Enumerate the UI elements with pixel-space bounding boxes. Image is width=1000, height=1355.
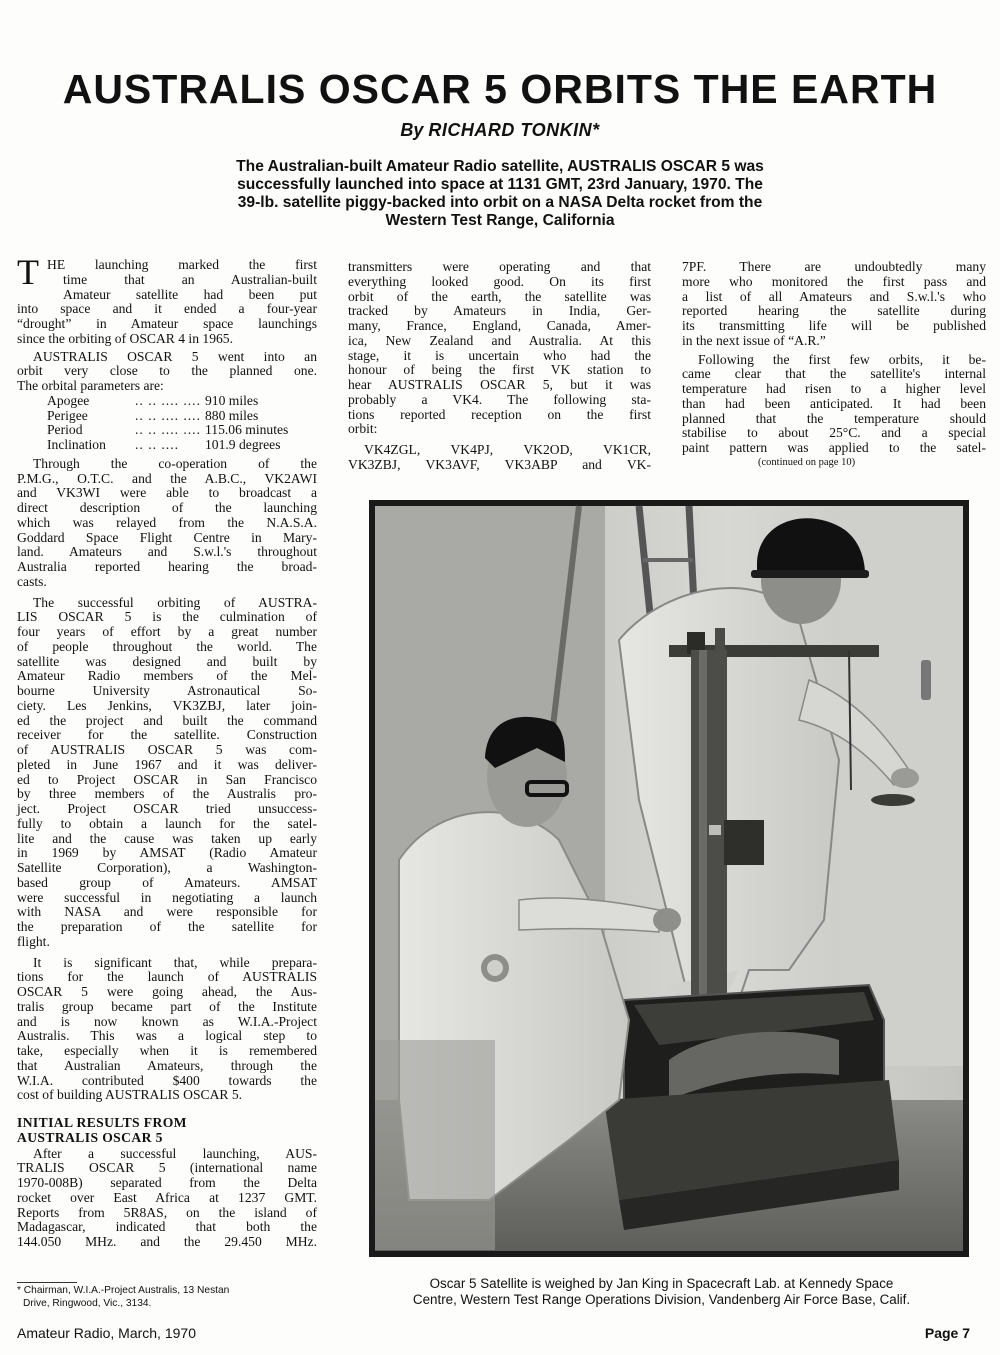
text-line: ed the project and built the command <box>17 712 317 728</box>
text-line: many, France, England, Canada, Amer- <box>348 318 651 333</box>
orbit-param-row <box>47 423 317 438</box>
orbit-param-row <box>47 438 317 453</box>
text-line: four years of effort by a great number <box>17 624 317 639</box>
footnote <box>17 1285 317 1310</box>
intro-paragraph <box>17 252 317 347</box>
orbit-param-row <box>47 394 317 409</box>
text-line: Amateur satellite had been put <box>63 286 317 302</box>
text-line: ica, New Zealand and Australia. At this <box>348 332 651 348</box>
text-line: in the next issue of “A.R.” <box>682 332 826 348</box>
standfirst <box>170 158 830 230</box>
text-line: Goddard Space Flight Centre in Mary- <box>17 529 317 545</box>
text-line: reported hearing the satellite during <box>682 303 986 319</box>
text-line: into space and it ended a four-year <box>17 301 317 317</box>
caption-line: Centre, Western Test Range Operations Division, Vandenberg Air Force Base, Calif. <box>412 1291 911 1307</box>
text-line: and is now known as W.I.A.-Project <box>17 1013 317 1029</box>
page-number: Page 7 <box>924 1325 970 1341</box>
param-value: 101.9 degrees <box>205 437 281 452</box>
continued-note: (continued on page 10) <box>758 456 856 468</box>
param-label: Perigee <box>47 407 88 423</box>
standfirst-line: Western Test Range, California <box>385 212 615 229</box>
callsign-line: VK3ZBJ, VK3AVF, VK3ABP and VK- <box>348 456 651 472</box>
footnote-rule <box>17 1282 77 1283</box>
text-line: HE launching marked the first <box>47 257 317 272</box>
text-line: ed to Project OSCAR in San Francisco <box>17 771 317 787</box>
text-line: Following the first few orbits, it be- <box>698 351 986 367</box>
param-leader: .. .. .... .... <box>135 422 201 438</box>
text-line: stabilise to about 25°C. and a special <box>682 425 986 441</box>
column-2 <box>348 260 651 473</box>
text-line: receiver for the satellite. Construction <box>17 727 317 743</box>
text-line: a list of all Amateurs and S.w.l.'s who <box>682 288 986 304</box>
photo-engineers-weighing-satellite <box>369 500 969 1257</box>
text-line: Satellite Corporation), a Washington- <box>17 860 317 875</box>
param-label: Inclination <box>47 437 106 452</box>
param-value: 910 miles <box>205 392 259 408</box>
text-line: P.M.G., O.T.C. and the A.B.C., VK2AWI <box>17 470 317 486</box>
text-line: 144.050 MHz. and the 29.450 MHz. <box>17 1234 317 1249</box>
text-line: temperature had risen to a higher level <box>682 381 986 396</box>
text-line: of AUSTRALIS OSCAR 5 was com- <box>17 742 317 757</box>
author-name: RICHARD TONKIN* <box>428 120 600 140</box>
byline <box>0 120 1000 141</box>
text-line: Through the co-operation of the <box>33 455 317 471</box>
text-line: W.I.A. contributed $400 towards the <box>17 1072 317 1088</box>
footnote-line: * Chairman, W.I.A.-Project Australis, 13 Nestan <box>17 1285 230 1296</box>
text-line: planned that the temperature should <box>682 410 986 426</box>
text-line: and VK3WI were able to broadcast a <box>17 485 317 501</box>
callsign-line: VK4ZGL, VK4PJ, VK2OD, VK1CR, <box>364 442 651 457</box>
standfirst-line: successfully launched into space at 1131 GMT, 23rd January, 1970. The <box>237 176 763 193</box>
text-line: orbit of the earth, the satellite was <box>348 288 651 304</box>
param-leader: .. .. .... .... <box>135 392 201 408</box>
text-line: satellite was designed and built by <box>17 653 317 669</box>
text-line: The orbital parameters are: <box>17 378 164 393</box>
text-line: TRALIS OSCAR 5 (international name <box>17 1160 317 1176</box>
caption-line: Oscar 5 Satellite is weighed by Jan King in Spacecraft Lab. at Kennedy Space <box>429 1276 894 1291</box>
article-title: AUSTRALIS OSCAR 5 ORBITS THE EARTH <box>62 66 938 112</box>
text-line: 1970-008B) separated from the Delta <box>17 1175 317 1190</box>
text-line: since the orbiting of OSCAR 4 in 1965. <box>17 330 233 346</box>
text-line: It is significant that, while prepara- <box>33 954 317 970</box>
text-line: came clear that the satellite's internal <box>682 366 986 382</box>
text-line: of people throughout the world. The <box>17 638 317 654</box>
text-line: Australia reported hearing the broad- <box>17 559 317 574</box>
photo-caption <box>355 1276 968 1307</box>
text-line: tracked by Amateurs in India, Ger- <box>348 303 651 319</box>
column-1 <box>17 252 317 1250</box>
text-line: stage, it is uncertain who had the <box>348 347 651 363</box>
text-line: tions reported reception on the first <box>348 406 651 422</box>
text-line: Australis. This was a logical step to <box>17 1028 317 1044</box>
text-line: with NASA and were responsible for <box>17 904 317 920</box>
text-line: orbit: <box>348 421 378 437</box>
text-line: AUSTRALIS OSCAR 5 went into an <box>33 348 317 364</box>
text-line: its transmitting life will be published <box>682 318 986 333</box>
text-line: that Australian Amateurs, through the <box>17 1057 317 1073</box>
text-line: take, especially when it is remembered <box>17 1043 317 1058</box>
text-line: more who monitored the first pass and <box>682 273 986 289</box>
text-line: “drought” in Amateur space launchings <box>17 316 317 331</box>
standfirst-line: 39-lb. satellite piggy-backed into orbit on a NASA Delta rocket from the <box>237 194 763 211</box>
byline-prefix: By <box>400 120 424 140</box>
param-label: Period <box>47 422 83 438</box>
text-line: Reports from 5R8AS, on the island of <box>17 1204 317 1220</box>
text-line: which was relayed from the N.A.S.A. <box>17 514 317 530</box>
footnote-line: Drive, Ringwood, Vic., 3134. <box>23 1297 152 1309</box>
text-line: probably a VK4. The following sta- <box>348 391 651 407</box>
text-line: were successful in negotiating a launch <box>17 889 317 905</box>
text-line: hear AUSTRALIS OSCAR 5, but it was <box>348 377 651 392</box>
publication-footer: Amateur Radio, March, 1970 <box>17 1325 196 1341</box>
text-line: cost of building AUSTRALIS OSCAR 5. <box>17 1087 243 1103</box>
param-leader: .. .. .... <box>135 437 179 452</box>
text-line: pleted in June 1967 and it was deliver- <box>17 756 317 772</box>
text-line: OSCAR 5 were going ahead, the Aus- <box>17 984 317 999</box>
text-line: rocket over East Africa at 1237 GMT. <box>17 1189 317 1205</box>
text-line: by three members of the Australis pro- <box>17 786 317 802</box>
text-line: tralis group became part of the Institute <box>17 998 317 1014</box>
text-line: the preparation of the satellite for <box>17 919 317 934</box>
text-line: lite and the cause was taken up early <box>17 830 317 846</box>
text-line: The successful orbiting of AUSTRA- <box>33 594 317 610</box>
text-line: After a successful launching, AUS- <box>33 1145 317 1161</box>
orbital-parameters-table <box>47 394 317 453</box>
param-label: Apogee <box>47 392 90 408</box>
text-line: LIS OSCAR 5 is the culmination of <box>17 609 317 625</box>
column-3 <box>682 260 986 471</box>
standfirst-line: The Australian-built Amateur Radio satellite, AUSTRALIS OSCAR 5 was <box>236 158 764 175</box>
text-line: Amateur Radio members of the Mel- <box>17 668 317 684</box>
param-leader: .. .. .... .... <box>135 407 201 423</box>
text-line: than had been anticipated. It had been <box>682 395 986 411</box>
text-line: direct description of the launching <box>17 500 317 515</box>
section-subheading: AUSTRALIS OSCAR 5 <box>17 1129 163 1145</box>
text-line: 7PF. There are undoubtedly many <box>682 259 986 274</box>
text-line: fully to obtain a launch for the satel- <box>17 815 317 831</box>
param-value: 880 miles <box>205 407 259 423</box>
text-line: ject. Project OSCAR tried unsuccess- <box>17 801 317 816</box>
text-line: in 1969 by AMSAT (Radio Amateur <box>17 845 317 861</box>
drop-cap: T <box>17 252 39 292</box>
text-line: orbit very close to the planned one. <box>17 363 317 379</box>
section-subheading: INITIAL RESULTS FROM <box>17 1115 187 1130</box>
param-value: 115.06 minutes <box>205 422 289 438</box>
text-line: tions for the launch of AUSTRALIS <box>17 969 317 985</box>
orbit-param-row <box>47 409 317 424</box>
text-line: time that an Australian-built <box>63 271 317 287</box>
text-line: honour of being the first VK station to <box>348 362 651 378</box>
text-line: based group of Amateurs. AMSAT <box>17 874 317 890</box>
text-line: ciety. Les Jenkins, VK3ZBJ, later join- <box>17 697 317 713</box>
text-line: flight. <box>17 933 50 949</box>
text-line: bourne University Astronautical So- <box>17 683 317 698</box>
text-line: transmitters were operating and that <box>348 259 651 274</box>
text-line: casts. <box>17 573 47 589</box>
text-line: paint pattern was applied to the satel- <box>682 440 986 455</box>
text-line: everything looked good. On its first <box>348 273 651 289</box>
text-line: land. Amateurs and S.w.l.'s throughout <box>17 544 317 560</box>
text-line: Madagascar, indicated that both the <box>17 1219 317 1235</box>
